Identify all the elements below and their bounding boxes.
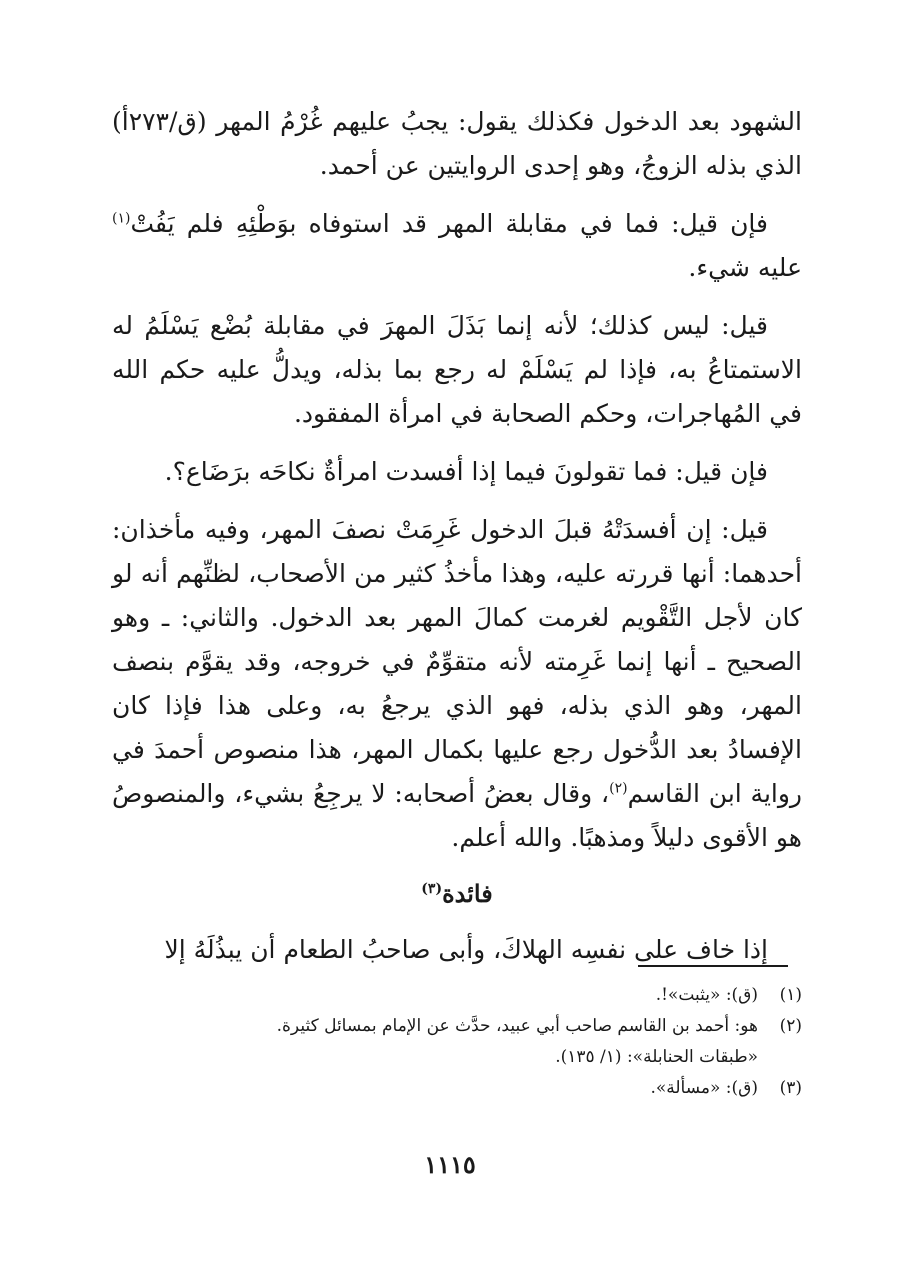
footnote-2 (112, 1011, 802, 1073)
footnote-number: (٢) (779, 1016, 802, 1036)
footnote-divider (638, 965, 788, 967)
paragraph-1 (112, 100, 802, 188)
paragraph-text: إذا خاف على نفسِه الهلاكَ، وأبى صاحبُ الطعام أن يبذُلَهُ إلا (164, 935, 768, 964)
footnote-text: (ق): «يثبت»!. (655, 985, 758, 1005)
footnote-ref-3[interactable]: (٣) (421, 881, 443, 897)
footnote-text: هو: أحمد بن القاسم صاحب أبي عبيد، حدَّث عن الإمام بمسائل كثيرة. (276, 1016, 758, 1036)
paragraph-4 (112, 450, 802, 494)
footnote-number: (٣) (779, 1078, 802, 1098)
paragraph-5 (112, 508, 802, 860)
page-body (112, 100, 802, 986)
footnote-ref-2[interactable]: (٢) (609, 780, 628, 797)
footnote-text-continued: «طبقات الحنابلة»: (١/ ١٣٥). (555, 1047, 758, 1067)
paragraph-text: الشهود بعد الدخول فكذلك يقول: يجبُ عليهم غُرْمُ المهر (ق/٢٧٣أ) الذي بذله الزوجُ، وهو إحدى الروايتين عن أحمد. (112, 107, 802, 180)
paragraph-text: فإن قيل: فما في مقابلة المهر قد استوفاه بوَطْئِهِ فلم يَفُتْ (130, 209, 768, 238)
paragraph-2 (112, 202, 802, 290)
paragraph-text: فإن قيل: فما تقولونَ فيما إذا أفسدت امرأةٌ نكاحَه برَضَاع؟. (164, 457, 768, 486)
heading-text: فائدة (442, 879, 493, 908)
main-text (112, 100, 802, 972)
footnotes (112, 980, 802, 1104)
paragraph-text-after: ، وقال بعضُ أصحابه: لا يرجِعُ بشيء، والمنصوصُ هو الأقوى دليلاً ومذهبًا. والله أعلم. (112, 779, 802, 852)
footnote-3 (112, 1073, 802, 1104)
footnote-ref-1[interactable]: (١) (112, 210, 131, 227)
paragraph-text-after: عليه شيء. (688, 253, 802, 282)
footnote-text: (ق): «مسألة». (650, 1078, 758, 1098)
footnote-1 (112, 980, 802, 1011)
paragraph-text: قيل: إن أفسدَتْهُ قبلَ الدخول غَرِمَتْ نصفَ المهر، وفيه مأخذان: أحدهما: أنها قررته عليه، وهذا مأخذُ كثير من الأصحاب، لظنِّهم أنه لو كان لأجل التَّقْويم لغرمت كمالَ المهر بعد الدخول. والثاني: ـ وهو الصحيح ـ أنها إنما غَرِمته لأنه متقوِّمٌ في خروجه، وقد يقوَّم بنصف المهر، وهو الذي بذله، فهو الذي يرجعُ به، وعلى هذا فإذا كان الإفسادُ بعد الدُّخول رجع عليها بكمال المهر، هذا منصوص أحمدَ في رواية ابن القاسم (112, 515, 803, 808)
paragraph-3 (112, 304, 802, 436)
page-number: ١١١٥ (424, 1150, 476, 1179)
footnote-number: (١) (779, 985, 802, 1005)
section-heading (112, 874, 802, 914)
paragraph-text: قيل: ليس كذلك؛ لأنه إنما بَذَلَ المهرَ في مقابلة بُضْع يَسْلَمُ له الاستمتاعُ به، فإذا لم يَسْلَمْ له رجع بما بذله، ويدلُّ عليه حكم الله في المُهاجرات، وحكم الصحابة في امرأة المفقود. (112, 311, 802, 428)
